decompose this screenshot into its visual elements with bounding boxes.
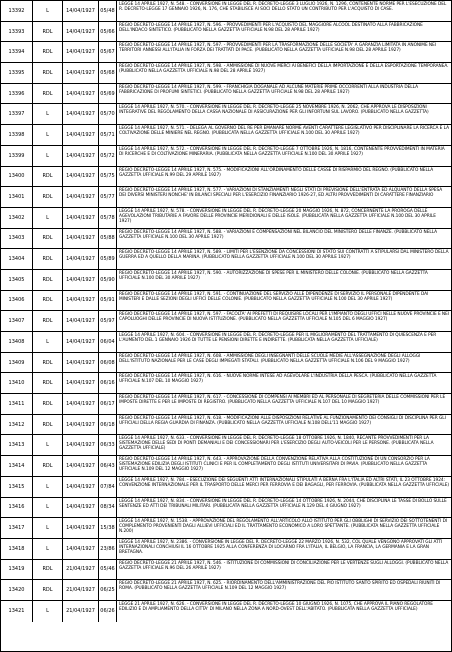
record-number: 13416 bbox=[1, 498, 33, 518]
record-number: 13392 bbox=[1, 1, 33, 21]
act-date: 14/04/1927 bbox=[63, 208, 99, 228]
act-type: RDL bbox=[33, 394, 63, 414]
act-description: REGIO DECRETO-LEGGE 14 APRILE 1927, N. 589. - LIMITI PER L'ESENZIONE DA CONCESSIONI DI STATO SUI CONTRATTI A STIPULARSI DAL MINISTERO DELLA GUERRA ED A QUELLO DELLA MARINA. (PUBBLICATO NELLA GAZZETTA UFFICIALE N.100 DEL 30 APRILE 1927) bbox=[119, 250, 449, 261]
record-number: 13404 bbox=[1, 249, 33, 269]
act-description: REGIO DECRETO-LEGGE 14 APRILE 1927, N. 599. - FRANCHIGIA DOGANALE AD ALCUNE MATERIE PRIME OCCORRENTI ALLA INDUSTRIA DELLA FABBRICAZIONE DI PROFUMI SINTETICI. (PUBBLICATO NELLA GAZZETTA UFFICIALE N.98 DEL 28 APRILE 1927) bbox=[119, 84, 418, 95]
table-row bbox=[1, 456, 451, 477]
record-number: 13394 bbox=[1, 42, 33, 62]
act-description: REGIO DECRETO-LEGGE 21 APRILE 1927, N. 546. - ISTITUZIONE DI COMMISSIONI DI CONCILIAZIONE PER LE VERTENZE SUGLI ALLOGGI. (PUBBLICATO NELLA GAZZETTA UFFICIALE N.96 DEL 26 APRILE 1927) bbox=[119, 560, 449, 571]
record-number: 13413 bbox=[1, 435, 33, 455]
act-type: L bbox=[33, 104, 63, 124]
table-row bbox=[1, 518, 451, 539]
table-row bbox=[1, 146, 451, 167]
page-ref: 06/04 bbox=[99, 332, 117, 352]
record-number: 13407 bbox=[1, 311, 33, 331]
table-row bbox=[1, 580, 451, 601]
act-description: REGIO DECRETO-LEGGE 14 APRILE 1927, N. 596. - PROVVEDIMENTI PER L'ACQUISTO DEL MAGGIORE ALCOOL DESTINATO ALLA FABBRICAZIONE DELL'INDACO SINTETICO. (PUBBLICATO NELLA GAZZETTA UFFICIALE N.98 DEL 28 APRILE 1927) bbox=[119, 22, 423, 33]
record-number: 13411 bbox=[1, 394, 33, 414]
act-date: 14/04/1927 bbox=[63, 84, 99, 104]
record-number: 13412 bbox=[1, 415, 33, 435]
table-row bbox=[1, 229, 451, 250]
page-ref: 05/48 bbox=[99, 1, 117, 21]
act-date: 14/04/1927 bbox=[63, 167, 99, 187]
act-type: RDL bbox=[33, 560, 63, 580]
act-description: REGIO DECRETO-LEGGE 21 APRILE 1927, N. 625. - RIORDINAMENTO DELL'AMMINISTRAZIONE DEL PIO ISTITUTO SANTO SPIRITO ED OSPEDALI RIUNITI DI ROMA. (PUBBLICATO NELLA GAZZETTA UFFICIALE N.109 DEL 12 MAGGIO 1927) bbox=[119, 581, 441, 592]
act-date: 21/04/1927 bbox=[63, 601, 99, 622]
act-type: L bbox=[33, 601, 63, 622]
record-number: 13418 bbox=[1, 539, 33, 559]
act-date: 14/04/1927 bbox=[63, 104, 99, 124]
act-description: LEGGE 14 APRILE 1927, N. 571. - DELEGA AL GOVERNO DEL RE PER EMANARE NORME AVENTI CARATTERE LEGISLATIVO PER DISCIPLINARE LA RICERCA E LA COLTIVAZIONE DELLE MINIERE NEL REGNO. (PUBBLICATA NELLA GAZZETTA UFFICIALE N.100 DEL 30 APRILE 1927) bbox=[119, 126, 449, 137]
page-ref: 08/34 bbox=[99, 498, 117, 518]
table-row bbox=[1, 415, 451, 436]
table-row bbox=[1, 435, 451, 456]
act-date: 14/04/1927 bbox=[63, 22, 99, 42]
act-type: L bbox=[33, 146, 63, 166]
act-description: REGIO DECRETO-LEGGE 14 APRILE 1927, N. 577. - VARIAZIONI DI STANZIAMENTI NEGLI STATI DI PREVISIONE DELL'ENTRATA ED ALQUANTO DELLA SPESA DEI DIVERSI MINISTERI NONCHE' IN BILANCI SPECIALI PER L'ESERCIZIO FINANZIARIO 1926-27, ED ALTRI PROVVEDIMENTI DI CARATTERE FINANZIARIO bbox=[119, 188, 443, 199]
act-type: RDL bbox=[33, 373, 63, 393]
act-type: L bbox=[33, 498, 63, 518]
table-row bbox=[1, 42, 451, 63]
act-description: REGIO DECRETO-LEGGE 14 APRILE 1927, N. 643. - APPROVAZIONE DELLA CONVENZIONE RELATIVA ALLA COSTITUZIONE DI UN CONSORZIO PER LA SISTEMAZIONE EDILIZIA DEGLI ISTITUTI CLINICI E PER IL COMPLETAMENTO DEGLI ISTITUTI UNIVERSITARI DI PAVIA. (PUBBLICATO NELLA GAZZETTA UFFICIALE N.109 DEL 12 MAGGIO 1927) bbox=[119, 457, 430, 473]
act-description: LEGGE 14 APRILE 1927, N. 1538. - APPROVAZIONE DEL REGOLAMENTO ALL'ARTICOLO ALLO ISTITUTO PER GLI OBBLIGHI DI SERVIZIO DEI SOTTOTENENTI DI COMPLEMENTO PROVENIENTI DAGLI ALLIEVI UFFICIALI ED IL TRATTAMENTO ECONOMICO A LORO SPETTANTE. (PUBBLICATA NELLA GAZZETTA UFFICIALE N.200) bbox=[119, 519, 448, 535]
act-date: 14/04/1927 bbox=[63, 498, 99, 518]
page-ref: 05/68 bbox=[99, 63, 117, 83]
table-row bbox=[1, 311, 451, 332]
act-date: 21/04/1927 bbox=[63, 580, 99, 600]
act-date: 14/04/1927 bbox=[63, 42, 99, 62]
act-date: 14/04/1927 bbox=[63, 518, 99, 538]
act-type: RDL bbox=[33, 84, 63, 104]
record-number: 13393 bbox=[1, 22, 33, 42]
table-row bbox=[1, 125, 451, 146]
table-row bbox=[1, 601, 451, 622]
act-date: 14/04/1927 bbox=[63, 249, 99, 269]
act-date: 14/04/1927 bbox=[63, 291, 99, 311]
table-row bbox=[1, 63, 451, 84]
act-description: REGIO DECRETO-LEGGE 14 APRILE 1927, N. 598. - AMMISSIONE DI NUOVE MERCI AI BENEFICI DELLA IMPORTAZIONE E DELLA ESPORTAZIONE TEMPORANEA. (PUBBLICATO NELLA GAZZETTA UFFICIALE N.98 DEL 28 APRILE 1927) bbox=[119, 64, 449, 75]
act-type: RDL bbox=[33, 229, 63, 249]
act-date: 14/04/1927 bbox=[63, 125, 99, 145]
act-description: REGIO DECRETO-LEGGE 14 APRILE 1927, N. 591. - CONTINUAZIONE DEL SERVIZIO ALLE DIPENDENZE DI SERVIZIO IL PERSONALE DIPENDENTE DAI MINISTERI E DALLE SEZIONI DEGLI UFFICI DELLE COLONIE. (PUBBLICATO NELLA GAZZETTA UFFICIALE N.100 DEL 30 APRILE 1927) bbox=[119, 291, 429, 302]
table-row bbox=[1, 498, 451, 519]
act-description: REGIO DECRETO-LEGGE 14 APRILE 1927, N. 575. - MODIFICAZIONI ALL'ORDINAMENTO DELLE CASSE DI RISPARMIO DEL REGNO. (PUBBLICATO NELLA GAZZETTA UFFICIALE N.99 DEL 29 APRILE 1927) bbox=[119, 167, 434, 178]
table-row bbox=[1, 270, 451, 291]
page-ref: 06/17 bbox=[99, 394, 117, 414]
act-type: RDL bbox=[33, 311, 63, 331]
table-row bbox=[1, 187, 451, 208]
page-ref: 05/77 bbox=[99, 187, 117, 207]
table-row bbox=[1, 167, 451, 188]
page-ref: 06/16 bbox=[99, 373, 117, 393]
page-ref: 05/66 bbox=[99, 22, 117, 42]
act-date: 14/04/1927 bbox=[63, 332, 99, 352]
table-row bbox=[1, 291, 451, 312]
page-ref: 06/33 bbox=[99, 435, 117, 455]
act-description: REGIO DECRETO-LEGGE 14 APRILE 1927, N. 597. - PROVVEDIMENTI PER LA TRASFORMAZIONE DELLE SOCIETA' A GARANZIA LIMITATA IN ANONIME NEI TERRITORI ANNESSI ALL'ITALIA IN FORZA DEI TRATTATI DI PACE. (PUBBLICATO NELLA GAZZETTA UFFICIALE N.98 DEL 28 APRILE 1927) bbox=[119, 43, 436, 54]
record-number: 13410 bbox=[1, 373, 33, 393]
act-date: 14/04/1927 bbox=[63, 229, 99, 249]
page-ref: 06/43 bbox=[99, 456, 117, 476]
table-row bbox=[1, 332, 451, 353]
page-ref: 23/86 bbox=[99, 539, 117, 559]
record-number: 13402 bbox=[1, 208, 33, 228]
table-row bbox=[1, 353, 451, 374]
page-ref: 15/38 bbox=[99, 518, 117, 538]
record-number: 13417 bbox=[1, 518, 33, 538]
act-description: LEGGE 14 APRILE 1927, N. 570. - CONVERSIONE IN LEGGE DEL R. DECRETO-LEGGE 25 NOVEMBRE 1926, N. 2062, CHE APPROVA LE DISPOSIZIONI INTEGRATIVE DEL REGOLAMENTO DELLA CASSA NAZIONALE DI ASSICURAZIONE PER GLI INFORTUNI SUL LAVORO. (PUBBLICATO NELLA GAZZETTA) bbox=[119, 105, 429, 116]
table-row bbox=[1, 373, 451, 394]
page-ref: 06/08 bbox=[99, 353, 117, 373]
table-row bbox=[1, 84, 451, 105]
act-type: RDL bbox=[33, 167, 63, 187]
record-number: 13400 bbox=[1, 167, 33, 187]
act-description: REGIO DECRETO-LEGGE 14 APRILE 1927, N. 588. - VARIAZIONI E COMPENSAZIONI NEL BILANCIO DEL MINISTERO DELLE FINANZE. (PUBBLICATO NELLA GAZZETTA UFFICIALE N.100 DEL 30 APRILE 1927) bbox=[119, 229, 438, 240]
act-description: LEGGE 14 APRILE 1927, N. 578. - CONVERSIONE IN LEGGE DEL R. DECRETO-LEGGE 20 MAGGIO 1926, N. 872, CONCERNENTE LA PROROGA DELLE AGEVOLAZIONI TRIBUTARIE A FAVORE DELLE PROVINCIE MERIDIONALI E DELLE ISOLE. (PUBBLICATA NELLA GAZZETTA UFFICIALE N.100 DEL 30 APRILE 1927) bbox=[119, 208, 436, 224]
page-ref: 06/25 bbox=[99, 580, 117, 600]
act-description: LEGGE 14 APRILE 1927, N. 2386. - CONVERSIONE IN LEGGE DEL R. DECRETO-LEGGE 22 MARZO 1926, N. 532, COL QUALE VENGONO APPROVATI GLI ATTI INTERNAZIONALI CONCHIUSI IL 16 OTTOBRE 1925 ALLA CONFERENZA DI LOCARNO FRA L'ITALIA, IL BELGIO, LA FRANCIA, LA GERMANIA E LA GRAN BRETAGNA. bbox=[119, 539, 443, 555]
act-description: LEGGE 14 APRILE 1927, N. 604. - CONVERSIONE IN LEGGE DEL R. DECRETO-LEGGE PER IL MIGLIORAMENTO DEL TRATTAMENTO DI QUIESCENZA E PER L'AUMENTO DEL 1 GENNAIO 1926 DI TUTTE LE PENSIONI DIRETTE E INDIRETTE. (PUBBLICATA NELLA GAZZETTA UFFICIALE) bbox=[119, 333, 437, 343]
act-date: 14/04/1927 bbox=[63, 353, 99, 373]
act-type: L bbox=[33, 1, 63, 21]
act-type: L bbox=[33, 125, 63, 145]
page-ref: 05/78 bbox=[99, 208, 117, 228]
page-ref: 05/70 bbox=[99, 104, 117, 124]
table-row bbox=[1, 394, 451, 415]
act-date: 14/04/1927 bbox=[63, 415, 99, 435]
act-date: 14/04/1927 bbox=[63, 311, 99, 331]
page-ref: 05/90 bbox=[99, 270, 117, 290]
act-type: RDL bbox=[33, 580, 63, 600]
act-type: L bbox=[33, 435, 63, 455]
act-type: RDL bbox=[33, 187, 63, 207]
page-ref: 05/75 bbox=[99, 167, 117, 187]
page-ref: 05/67 bbox=[99, 42, 117, 62]
page-ref: 05/97 bbox=[99, 311, 117, 331]
act-description: REGIO DECRETO-LEGGE 14 APRILE 1927, N. 597. - FACOLTA' AI PREFETTI DI REQUISIRE LOCALI PER L'IMPIANTO DEGLI UFFICI NELLE NUOVE PROVINCIE E NEI CAPOLUOGHI DELLE PROVINCIE DI NUOVA ISTITUZIONE. (PUBBLICATO NELLA GAZZETTA UFFICIALE N.105 DEL 6 MAGGIO 1927) bbox=[119, 312, 449, 323]
act-type: L bbox=[33, 477, 63, 497]
record-number: 13403 bbox=[1, 229, 33, 249]
record-number: 13396 bbox=[1, 84, 33, 104]
act-description: LEGGE 14 APRILE 1927, N. 548. - CONVERSIONE IN LEGGE DEL R. DECRETO-LEGGE 3 LUGLIO 1926, N. 1296, CONTENENTE NORME PER L'ESECUZIONE DEL R. DECRETO-LEGGE 17 GENNAIO 1926, N. 176, CHE STABILISCE AI SOCI DELLO STATO UN CONTRIBUTO PER L'ACQUISTO DI CASE. bbox=[119, 2, 447, 12]
act-date: 14/04/1927 bbox=[63, 373, 99, 393]
record-number: 13397 bbox=[1, 104, 33, 124]
act-type: RDL bbox=[33, 415, 63, 435]
act-type: RDL bbox=[33, 456, 63, 476]
table-row bbox=[1, 104, 451, 125]
table-row bbox=[1, 560, 451, 581]
act-type: L bbox=[33, 208, 63, 228]
act-type: RDL bbox=[33, 63, 63, 83]
act-date: 14/04/1927 bbox=[63, 435, 99, 455]
act-description: LEGGE 21 APRILE 1927, N. 626. - CONVERSIONE IN LEGGE DEL R. DECRETO-LEGGE 10 GIUGNO 1926, N. 1075, CHE APPROVA IL PIANO REGOLATORE EDILIZIO E DI AMPLIAMENTO DELLA CITTA' DI MILANO NELLA ZONA A NORD-OVEST DELL'ABITATO. (PUBBLICATA NELLA GAZZETTA UFFICIALE) bbox=[119, 601, 433, 612]
record-number: 13405 bbox=[1, 270, 33, 290]
act-type: RDL bbox=[33, 270, 63, 290]
act-type: RDL bbox=[33, 291, 63, 311]
page-ref: 07/84 bbox=[99, 477, 117, 497]
table-row bbox=[1, 1, 451, 22]
act-type: L bbox=[33, 518, 63, 538]
page-ref: 05/89 bbox=[99, 249, 117, 269]
table-row bbox=[1, 208, 451, 229]
page-ref: 06/18 bbox=[99, 415, 117, 435]
act-description: REGIO DECRETO-LEGGE 14 APRILE 1927, N. 616. - NUOVE NORME INTESE AD AGEVOLARE L'INDUSTRIA DELLA PESCA. (PUBBLICATO NELLA GAZZETTA UFFICIALE N.107 DEL 10 MAGGIO 1927) bbox=[119, 374, 437, 385]
page-ref: 05/71 bbox=[99, 125, 117, 145]
record-number: 13406 bbox=[1, 291, 33, 311]
act-type: RDL bbox=[33, 42, 63, 62]
record-number: 13409 bbox=[1, 353, 33, 373]
act-type: RDL bbox=[33, 22, 63, 42]
record-number: 13414 bbox=[1, 456, 33, 476]
act-description: REGIO DECRETO-LEGGE 14 APRILE 1927, N. 608. - AMMISSIONE DEGLI INSEGNANTI DELLE SCUOLE MEDIE ALL'ASSEGNAZIONE DEGLI ALLOGGI DELL'ISTITUTO NAZIONALE PER LE CASE DEGLI IMPIEGATI STATALI. (PUBBLICATO NELLA GAZZETTA UFFICIALE N.106 DEL 9 MAGGIO 1927) bbox=[119, 353, 421, 364]
act-description: REGIO DECRETO-LEGGE 14 APRILE 1927, N. 618. - MODIFICAZIONI ALLE DISPOSIZIONI RELATIVE AL FUNZIONAMENTO DEI CONSIGLI DI DISCIPLINA PER GLI UFFICIALI DELLA REGIA GUARDIA DI FINANZA. (PUBBLICATO NELLA GAZZETTA UFFICIALE N.108 DELL'11 MAGGIO 1927) bbox=[119, 415, 446, 426]
act-type: RDL bbox=[33, 249, 63, 269]
act-date: 14/04/1927 bbox=[63, 1, 99, 21]
act-type: L bbox=[33, 332, 63, 352]
record-number: 13420 bbox=[1, 580, 33, 600]
page-ref: 05/72 bbox=[99, 146, 117, 166]
act-description: LEGGE 14 APRILE 1927, N. 784. - ESECUZIONE DEI SEGUENTI ATTI INTERNAZIONALI STIPULATI A BERNA FRA L'ITALIA ED ALTRI STATI, IL 23 OTTOBRE 1924: CONVENZIONE INTERNAZIONALE PER IL TRASPORTO DELLE MERCI PER FERROVIA E DEI BAGAGLI, PER FERROVIA. (PUBBLICATA NELLA GAZZETTA UFFICIALE) bbox=[119, 477, 449, 488]
record-number: 13401 bbox=[1, 187, 33, 207]
act-description: REGIO DECRETO-LEGGE 14 APRILE 1927, N. 617. - CONCESSIONE DI COMPENSI AI MEMBRI ED AL PERSONALE DI SEGRETERIA DELLE COMMISSIONI PER LE IMPOSTE DIRETTE E PER LE IMPOSTE DI REGISTRO. (PUBBLICATO NELLA GAZZETTA UFFICIALE N.107 DEL 10 MAGGIO 1927) bbox=[119, 395, 446, 406]
page-ref: 05/91 bbox=[99, 291, 117, 311]
table-row bbox=[1, 249, 451, 270]
page-ref: 06/26 bbox=[99, 601, 117, 622]
act-description: LEGGE 14 APRILE 1927, N. 633. - CONVERSIONE IN LEGGE DEL R. DECRETO-LEGGE 18 OTTOBRE 1926, N. 1840, RECANTE PROVVEDIMENTI PER LA SISTEMAZIONE DELLE SEDI DI PONTI DEMANIALI E DEI CONCESSIONARI PER L'ESERCIZIO DEGLI AUTO-VEICOLI PER LE PERSONE. (PUBBLICATA NELLA GAZZETTA UFFICIALE) bbox=[119, 436, 434, 452]
act-type: RDL bbox=[33, 353, 63, 373]
act-date: 14/04/1927 bbox=[63, 539, 99, 559]
page-ref: 05/46 bbox=[99, 560, 117, 580]
act-date: 14/04/1927 bbox=[63, 146, 99, 166]
act-description: LEGGE 14 APRILE 1927, N. 834. - CONVERSIONE IN LEGGE DEL R. DECRETO-LEGGE 14 OTTOBRE 1926, N. 2044, CHE DISCIPLINA LE TASSE DI BOLLO SULLE SENTENZE ED ATTI DEI TRIBUNALI MILITARI. (PUBBLICATA NELLA GAZZETTA UFFICIALE N.129 DEL 4 GIUGNO 1927) bbox=[119, 498, 447, 509]
record-number: 13408 bbox=[1, 332, 33, 352]
record-number: 13395 bbox=[1, 63, 33, 83]
act-date: 14/04/1927 bbox=[63, 270, 99, 290]
page-ref: 05/88 bbox=[99, 229, 117, 249]
act-description: LEGGE 14 APRILE 1927, N. 572. - CONVERSIONE IN LEGGE DEL R. DECRETO-LEGGE 7 OTTOBRE 1926, N. 1816, CONTENENTE PROVVEDIMENTI IN MATERIA DI RICERCHE E DI COLTIVAZIONE MINERARIA. (PUBBLICATA NELLA GAZZETTA UFFICIALE N.100 DEL 30 APRILE 1927) bbox=[119, 146, 445, 157]
table-row bbox=[1, 22, 451, 43]
record-number: 13419 bbox=[1, 560, 33, 580]
act-date: 14/04/1927 bbox=[63, 456, 99, 476]
act-date: 14/04/1927 bbox=[63, 477, 99, 497]
act-date: 14/04/1927 bbox=[63, 394, 99, 414]
act-type: L bbox=[33, 539, 63, 559]
act-description: REGIO DECRETO-LEGGE 14 APRILE 1927, N. 590. - AUTORIZZAZIONE DI SPESE PER IL MINISTERO DELLE COLONIE. (PUBBLICATO NELLA GAZZETTA UFFICIALE N.100 DEL 30 APRILE 1927) bbox=[119, 270, 428, 281]
record-number: 13415 bbox=[1, 477, 33, 497]
page-ref: 05/69 bbox=[99, 84, 117, 104]
record-number: 13421 bbox=[1, 601, 33, 622]
act-date: 21/04/1927 bbox=[63, 560, 99, 580]
table-row bbox=[1, 477, 451, 498]
table-row bbox=[1, 539, 451, 560]
act-date: 14/04/1927 bbox=[63, 187, 99, 207]
record-number: 13399 bbox=[1, 146, 33, 166]
act-date: 14/04/1927 bbox=[63, 63, 99, 83]
record-number: 13398 bbox=[1, 125, 33, 145]
